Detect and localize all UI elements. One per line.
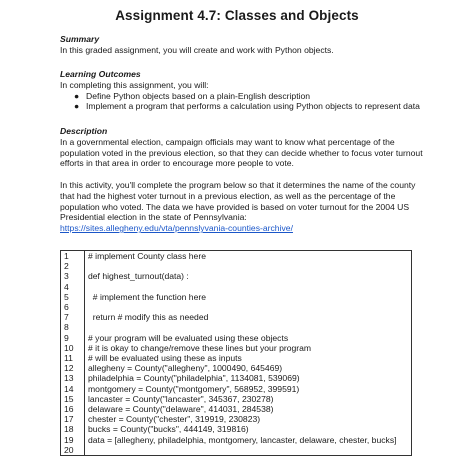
list-item xyxy=(60,91,440,102)
line-number: 2 xyxy=(61,261,85,271)
code-line: return # modify this as needed xyxy=(88,312,209,323)
summary-text: In this graded assignment, you will create and work with Python objects. xyxy=(60,44,334,55)
line-number: 8 xyxy=(61,322,85,332)
bullet-icon: ● xyxy=(74,90,80,101)
code-line: def highest_turnout(data) : xyxy=(88,271,189,282)
description-paragraph-2 xyxy=(60,180,440,234)
code-line: # your program will be evaluated using these objects xyxy=(88,332,289,343)
code-table xyxy=(60,250,412,456)
code-line: philadelphia = County("philadelphia", 1134081, 539069) xyxy=(88,373,300,384)
code-row xyxy=(61,384,412,394)
code-row xyxy=(61,435,412,445)
code-row xyxy=(61,271,412,281)
code-line: montgomery = County("montgomery", 568952, 399591) xyxy=(88,383,300,394)
line-number: 15 xyxy=(61,394,85,404)
learning-outcomes-intro: In completing this assignment, you will: xyxy=(60,79,209,90)
page-title: Assignment 4.7: Classes and Objects xyxy=(115,8,359,23)
line-number: 17 xyxy=(61,414,85,424)
code-row xyxy=(61,333,412,343)
text-line: that had the highest voter turnout in a previous election, as well as the percentage of the xyxy=(60,190,396,201)
code-row xyxy=(61,343,412,353)
line-number: 14 xyxy=(61,384,85,394)
line-number: 1 xyxy=(61,251,85,262)
description-paragraph-1 xyxy=(60,137,440,169)
list-item-text: Implement a program that performs a calculation using Python objects to represent data xyxy=(86,101,420,112)
line-number: 12 xyxy=(61,363,85,373)
code-row xyxy=(61,302,412,312)
code-row xyxy=(61,363,412,373)
line-number: 10 xyxy=(61,343,85,353)
code-line: # implement the function here xyxy=(88,291,206,302)
code-line: allegheny = County("allegheny", 1000490, 645469) xyxy=(88,363,283,374)
code-body xyxy=(61,251,412,456)
line-number: 16 xyxy=(61,404,85,414)
code-row xyxy=(61,404,412,414)
learning-outcomes-heading: Learning Outcomes xyxy=(60,69,141,79)
code-row xyxy=(61,445,412,456)
code-line: bucks = County("bucks", 444149, 319816) xyxy=(88,424,249,435)
list-item xyxy=(60,101,440,112)
description-section xyxy=(60,126,440,234)
code-row xyxy=(61,251,412,262)
code-line: lancaster = County("lancaster", 345367, 230278) xyxy=(88,393,274,404)
line-number: 4 xyxy=(61,282,85,292)
code-row xyxy=(61,292,412,302)
code-line: # will be evaluated using these as inputs xyxy=(88,353,242,364)
summary-heading: Summary xyxy=(60,34,100,44)
code-row xyxy=(61,312,412,322)
code-line xyxy=(85,282,412,292)
text-line: population voted in the previous election, so that they can decide whether to focus voter turnout xyxy=(60,147,423,158)
code-line xyxy=(85,302,412,312)
code-line xyxy=(85,445,412,456)
code-line: chester = County("chester", 319919, 230823) xyxy=(88,414,261,425)
learning-outcomes-section xyxy=(60,69,440,112)
line-number: 7 xyxy=(61,312,85,322)
code-line xyxy=(85,322,412,332)
code-line: data = [allegheny, philadelphia, montgomery, lancaster, delaware, chester, bucks] xyxy=(88,434,397,445)
text-line: In this activity, you'll complete the program below so that it determines the name of the county xyxy=(60,179,416,190)
line-number: 9 xyxy=(61,333,85,343)
code-row xyxy=(61,394,412,404)
text-line: Presidential election in the state of Pennsylvania: xyxy=(60,212,247,223)
line-number: 11 xyxy=(61,353,85,363)
code-line: # implement County class here xyxy=(88,251,206,261)
text-line: population who voted. The data we have provided is based on voter turnout for the 2004 US xyxy=(60,201,410,212)
code-line: # it is okay to change/remove these lines but your program xyxy=(88,342,312,353)
learning-outcomes-list xyxy=(60,91,440,113)
code-row xyxy=(61,373,412,383)
line-number: 20 xyxy=(61,445,85,456)
line-number: 5 xyxy=(61,292,85,302)
text-line: In a governmental election, campaign officials may want to know what percentage of the xyxy=(60,136,395,147)
code-line: delaware = County("delaware", 414031, 284538) xyxy=(88,404,274,415)
pennsylvania-counties-link[interactable]: https://sites.allegheny.edu/vta/pennslyvania-counties-archive/ xyxy=(60,223,293,234)
code-row xyxy=(61,353,412,363)
code-row xyxy=(61,322,412,332)
line-number: 13 xyxy=(61,373,85,383)
line-number: 6 xyxy=(61,302,85,312)
description-heading: Description xyxy=(60,126,108,136)
code-row xyxy=(61,424,412,434)
summary-section xyxy=(60,34,440,56)
code-row xyxy=(61,414,412,424)
bullet-icon: ● xyxy=(74,101,80,112)
line-number: 3 xyxy=(61,271,85,281)
code-row xyxy=(61,261,412,271)
list-item-text: Define Python objects based on a plain-English description xyxy=(86,90,311,101)
line-number: 19 xyxy=(61,435,85,445)
code-row xyxy=(61,282,412,292)
text-line: efforts in that area in order to encourage more people to vote. xyxy=(60,158,294,169)
line-number: 18 xyxy=(61,424,85,434)
code-line xyxy=(85,261,412,271)
